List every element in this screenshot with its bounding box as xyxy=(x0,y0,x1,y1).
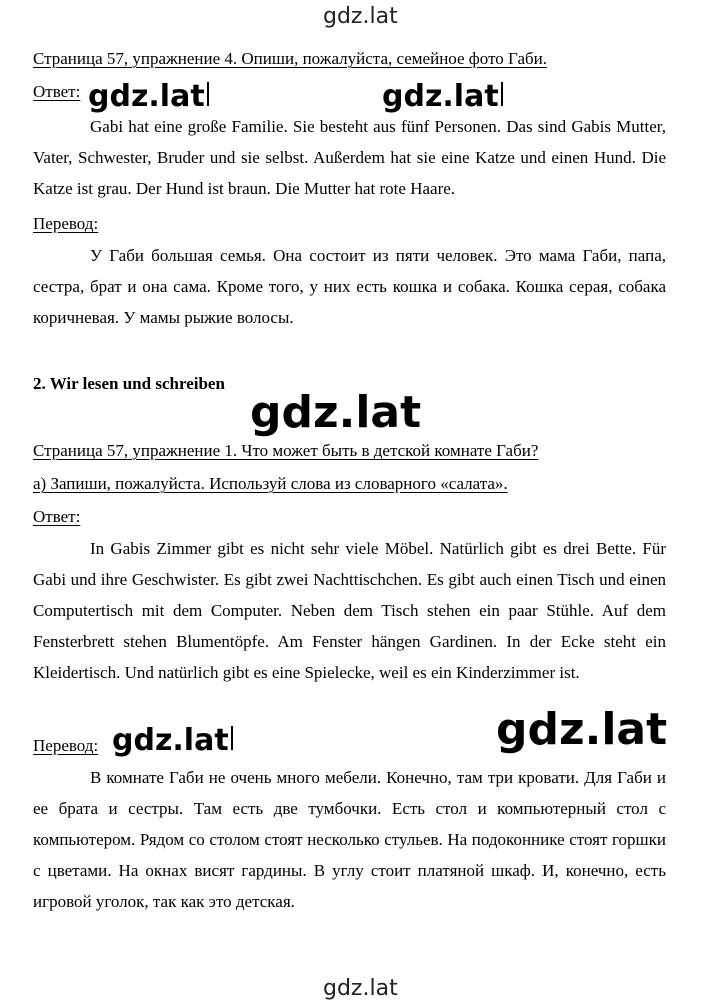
watermark-top: gdz.lat xyxy=(323,4,398,29)
answer-label-2: Ответ: xyxy=(33,507,81,526)
task-title-1: Страница 57, упражнение 4. Опиши, пожалуйста, семейное фото Габи. xyxy=(33,49,547,68)
task-title-2: Страница 57, упражнение 1. Что может быть в детской комнате Габи? xyxy=(33,441,539,460)
answer-label-1: Ответ: xyxy=(33,82,81,101)
translation-label-1: Перевод: xyxy=(33,214,99,233)
translation-text-1: У Габи большая семья. Она состоит из пяти человек. Это мама Габи, папа, сестра, брат и она сама. Кроме того, у них есть кошка и собака. Кошка серая, собака коричневая. У мамы рыжие волосы. xyxy=(33,246,666,327)
watermark-bottom: gdz.lat xyxy=(323,976,398,1001)
section-heading: 2. Wir lesen und schreiben xyxy=(33,374,225,393)
watermark-overlay-1: gdz.lat xyxy=(86,82,211,112)
cursor-mark xyxy=(501,82,503,106)
watermark-overlay-4: gdz.lat xyxy=(110,726,235,756)
watermark-overlay-5: gdz.lat xyxy=(492,708,671,752)
cursor-mark xyxy=(207,82,209,106)
subtask-title-2: а) Запиши, пожалуйста. Используй слова из словарного «салата». xyxy=(33,474,508,493)
translation-text-2: В комнате Габи не очень много мебели. Конечно, там три кровати. Для Габи и ее брата и сестры. Там есть две тумбочки. Есть стол и компьютерный стол с компьютером. Рядом со столом стоят несколько стульев. На подоконнике стоят горшки с цветами. На окнах висят гардины. В углу стоит платяной шкаф. И, конечно, есть игровой уголок, так как это детская. xyxy=(33,768,666,911)
translation-label-2: Перевод: xyxy=(33,736,99,755)
watermark-overlay-2: gdz.lat xyxy=(380,82,505,112)
answer-text-1: Gabi hat eine große Familie. Sie besteht aus fünf Personen. Das sind Gabis Mutter, Vater, Schwester, Bruder und sie selbst. Außerdem hat sie eine Katze und einen Hund. Die Katze ist grau. Der Hund ist braun. Die Mutter hat rote Haare. xyxy=(33,117,666,198)
answer-text-2: In Gabis Zimmer gibt es nicht sehr viele Möbel. Natürlich gibt es drei Bette. Für Gabi und ihre Geschwister. Es gibt zwei Nachttischchen. Es gibt auch einen Tisch und einen Computertisch mit dem Computer. Neben dem Tisch stehen ein paar Stühle. Auf dem Fensterbrett stehen Blumentöpfe. Am Fenster hängen Gardinen. In der Ecke steht ein Kleidertisch. Und natürlich gibt es eine Spielecke, weil es ein Kinderzimmer ist. xyxy=(33,539,666,682)
cursor-mark xyxy=(231,726,233,750)
watermark-overlay-3: gdz.lat xyxy=(246,391,425,435)
